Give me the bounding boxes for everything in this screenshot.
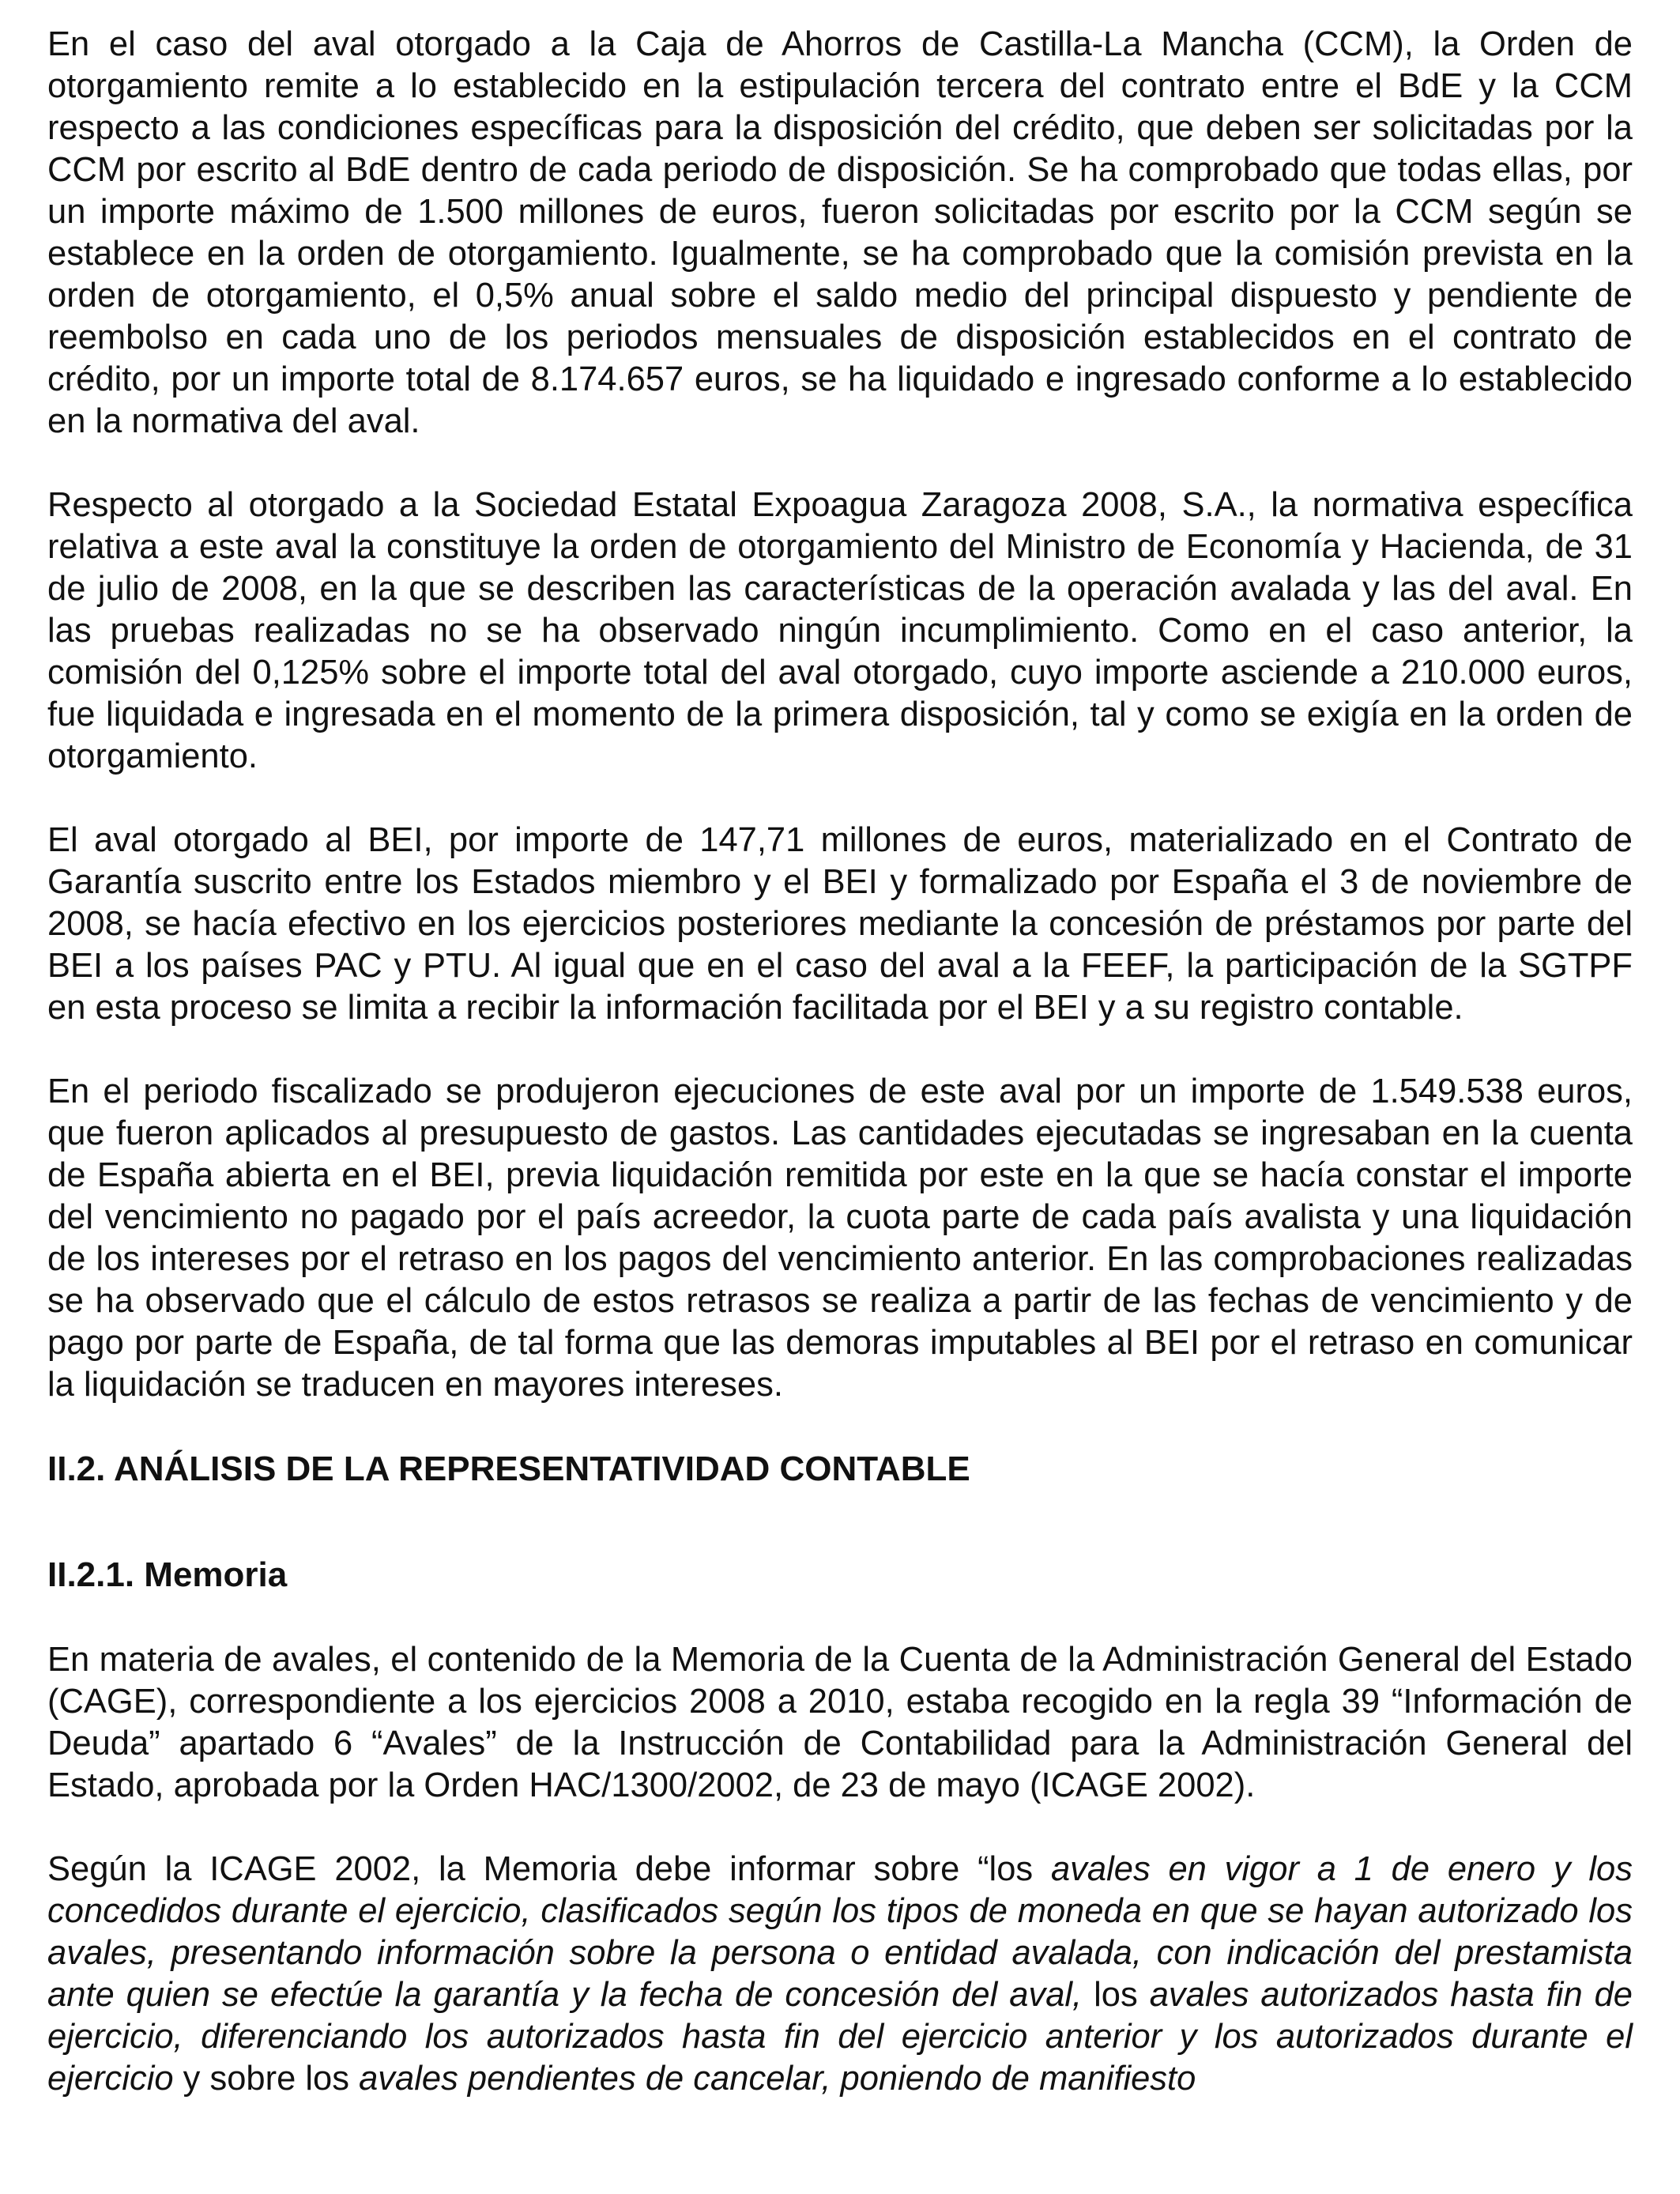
document-page — [47, 24, 1633, 2100]
paragraph-memoria-content: En materia de avales, el contenido de la Memoria de la Cuenta de la Administración General del Estado (CAGE), correspondiente a los ejercicios 2008 a 2010, estaba recogido en la regla 39 “Información de Deuda” apartado 6 “Avales” de la Instrucción de Contabilidad para la Administración General del Estado, aprobada por la Orden HAC/1300/2002, de 23 de mayo (ICAGE 2002). — [47, 1641, 1633, 1804]
subsection-heading: II.2.1. Memoria — [47, 1555, 288, 1594]
italic-quote-segment: avales autorizados hasta fin de ejercicio, diferenciando los autorizados hasta fin del ejercicio anterior y los autorizados durante el ejercicio — [47, 1976, 1633, 2098]
italic-quote-segment: avales en vigor a 1 de enero y los concedidos durante el ejercicio, clasificados según los tipos de moneda en que se hayan autorizado los avales, presentando información sobre la persona o entidad avalada, con indicación del prestamista ante quien se efectúe la garantía y la fecha de concesión del aval, — [47, 1850, 1633, 2014]
paragraph-icage-requirements — [47, 1849, 1633, 2100]
paragraph-ccm-guarantee: En el caso del aval otorgado a la Caja de Ahorros de Castilla-La Mancha (CCM), la Orden de otorgamiento remite a lo establecido en la estipulación tercera del contrato entre el BdE y la CCM respecto a las condiciones específicas para la disposición del crédito, que deben ser solicitadas por la CCM por escrito al BdE dentro de cada periodo de disposición. Se ha comprobado que todas ellas, por un importe máximo de 1.500 millones de euros, fueron solicitadas por escrito por la CCM según se establece en la orden de otorgamiento. Igualmente, se ha comprobado que la comisión prevista en la orden de otorgamiento, el 0,5% anual sobre el saldo medio del principal dispuesto y pendiente de reembolso en cada uno de los periodos mensuales de disposición establecidos en el contrato de crédito, por un importe total de 8.174.657 euros, se ha liquidado e ingresado conforme a lo establecido en la normativa del aval. — [47, 25, 1633, 440]
italic-quote-segment: avales pendientes de cancelar, poniendo de manifiesto — [359, 2060, 1196, 2098]
text-segment: Según la ICAGE 2002, la Memoria debe informar sobre “los — [47, 1850, 1051, 1888]
text-segment: los — [1082, 1976, 1150, 2014]
paragraph-expoagua-guarantee: Respecto al otorgado a la Sociedad Estatal Expoagua Zaragoza 2008, S.A., la normativa específica relativa a este aval la constituye la orden de otorgamiento del Ministro de Economía y Hacienda, de 31 de julio de 2008, en la que se describen las características de la operación avalada y las del aval. En las pruebas realizadas no se ha observado ningún incumplimiento. Como en el caso anterior, la comisión del 0,125% sobre el importe total del aval otorgado, cuyo importe asciende a 210.000 euros, fue liquidada e ingresada en el momento de la primera disposición, tal y como se exigía en la orden de otorgamiento. — [47, 486, 1633, 775]
paragraph-bei-guarantee: El aval otorgado al BEI, por importe de 147,71 millones de euros, materializado en el Contrato de Garantía suscrito entre los Estados miembro y el BEI y formalizado por España el 3 de noviembre de 2008, se hacía efectivo en los ejercicios posteriores mediante la concesión de préstamos por parte del BEI a los países PAC y PTU. Al igual que en el caso del aval a la FEEF, la participación de la SGTPF en esta proceso se limita a recibir la información facilitada por el BEI y a su registro contable. — [47, 821, 1633, 1027]
text-segment: y sobre los — [173, 2060, 360, 2098]
section-heading: II.2. ANÁLISIS DE LA REPRESENTATIVIDAD CONTABLE — [47, 1449, 970, 1488]
paragraph-bei-executions: En el periodo fiscalizado se produjeron ejecuciones de este aval por un importe de 1.549.538 euros, que fueron aplicados al presupuesto de gastos. Las cantidades ejecutadas se ingresaban en la cuenta de España abierta en el BEI, previa liquidación remitida por este en la que se hacía constar el importe del vencimiento no pagado por el país acreedor, la cuota parte de cada país avalista y una liquidación de los intereses por el retraso en los pagos del vencimiento anterior. En las comprobaciones realizadas se ha observado que el cálculo de estos retrasos se realiza a partir de las fechas de vencimiento y de pago por parte de España, de tal forma que las demoras imputables al BEI por el retraso en comunicar la liquidación se traducen en mayores intereses. — [47, 1072, 1633, 1404]
